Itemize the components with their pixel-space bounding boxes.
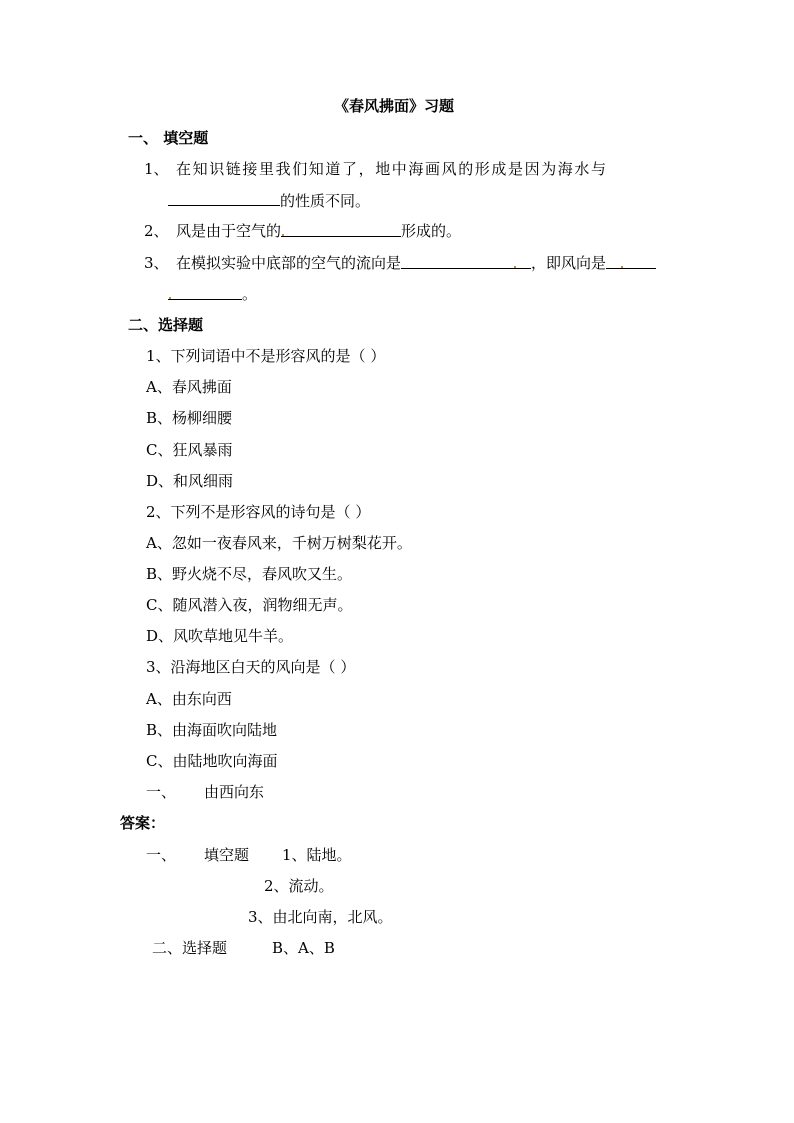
document-title: 《春风拂面》习题	[334, 97, 455, 115]
fill-question-3-number: 3、	[144, 254, 169, 272]
choice-question-2: 2、下列不是形容风的诗句是（ ）	[146, 503, 371, 521]
answer-2: 2、流动。	[264, 877, 334, 895]
fill-question-1-text: 在知识链接里我们知道了，地中海画风的形成是因为海水与	[176, 160, 608, 178]
answer-blank	[606, 253, 656, 269]
fill-question-2-prefix: 风是由于空气的	[176, 222, 282, 240]
answer-blank	[281, 221, 401, 237]
answer-1: 1、陆地。	[282, 846, 352, 864]
choice-option: B、由海面吹向陆地	[146, 721, 278, 739]
answers-section2-values: B、A、B	[272, 939, 335, 957]
answers-section2-label: 二、选择题	[152, 939, 228, 957]
choice-option: A、由东向西	[146, 690, 232, 708]
choice-option: B、杨柳细腰	[146, 409, 233, 427]
answers-section1-label: 填空题	[204, 846, 250, 864]
choice-option: C、随风潜入夜，润物细无声。	[146, 596, 353, 614]
fill-question-1-number: 1、	[144, 160, 169, 178]
section2-heading: 二、选择题	[128, 316, 204, 334]
answer-blank	[168, 284, 242, 300]
choice-option: B、野火烧不尽，春风吹又生。	[146, 565, 353, 583]
blank-mark	[514, 266, 516, 268]
fill-question-2	[176, 221, 461, 241]
fill-question-3-end: 。	[242, 285, 258, 303]
choice-question-3: 3、沿海地区白天的风向是（ ）	[146, 658, 356, 676]
fill-question-3-prefix: 在模拟实验中底部的空气的流向是	[176, 254, 402, 272]
fill-question-3	[176, 253, 656, 273]
blank-mark	[621, 266, 623, 268]
fill-question-1-suffix: 的性质不同。	[280, 192, 371, 210]
choice-option: C、由陆地吹向海面	[146, 752, 278, 770]
fill-question-3-mid: ，即风向是	[531, 254, 607, 272]
choice-option: D、和风细雨	[146, 472, 234, 490]
choice-option: A、春风拂面	[146, 378, 232, 396]
choice-option-d-number: 一、	[146, 783, 177, 801]
answer-3: 3、由北向南，北风。	[248, 908, 393, 926]
choice-option: C、狂风暴雨	[146, 441, 233, 459]
fill-question-2-suffix: 形成的。	[401, 222, 462, 240]
choice-option: A、忽如一夜春风来，千树万树梨花开。	[146, 534, 412, 552]
blank-mark	[169, 297, 171, 299]
choice-option: D、风吹草地见牛羊。	[146, 627, 294, 645]
answers-section1-number: 一、	[146, 846, 177, 864]
choice-question-1: 1、下列词语中不是形容风的是（ ）	[146, 347, 386, 365]
choice-option-d-text: 由西向东	[204, 783, 265, 801]
answer-blank	[168, 190, 280, 206]
answer-blank	[401, 253, 531, 269]
blank-mark	[282, 234, 284, 236]
fill-question-3-line2	[168, 284, 257, 304]
fill-question-1-line2	[168, 190, 370, 210]
section1-heading: 一、 填空题	[128, 129, 209, 147]
answers-heading: 答案：	[120, 814, 166, 832]
fill-question-2-number: 2、	[144, 222, 169, 240]
